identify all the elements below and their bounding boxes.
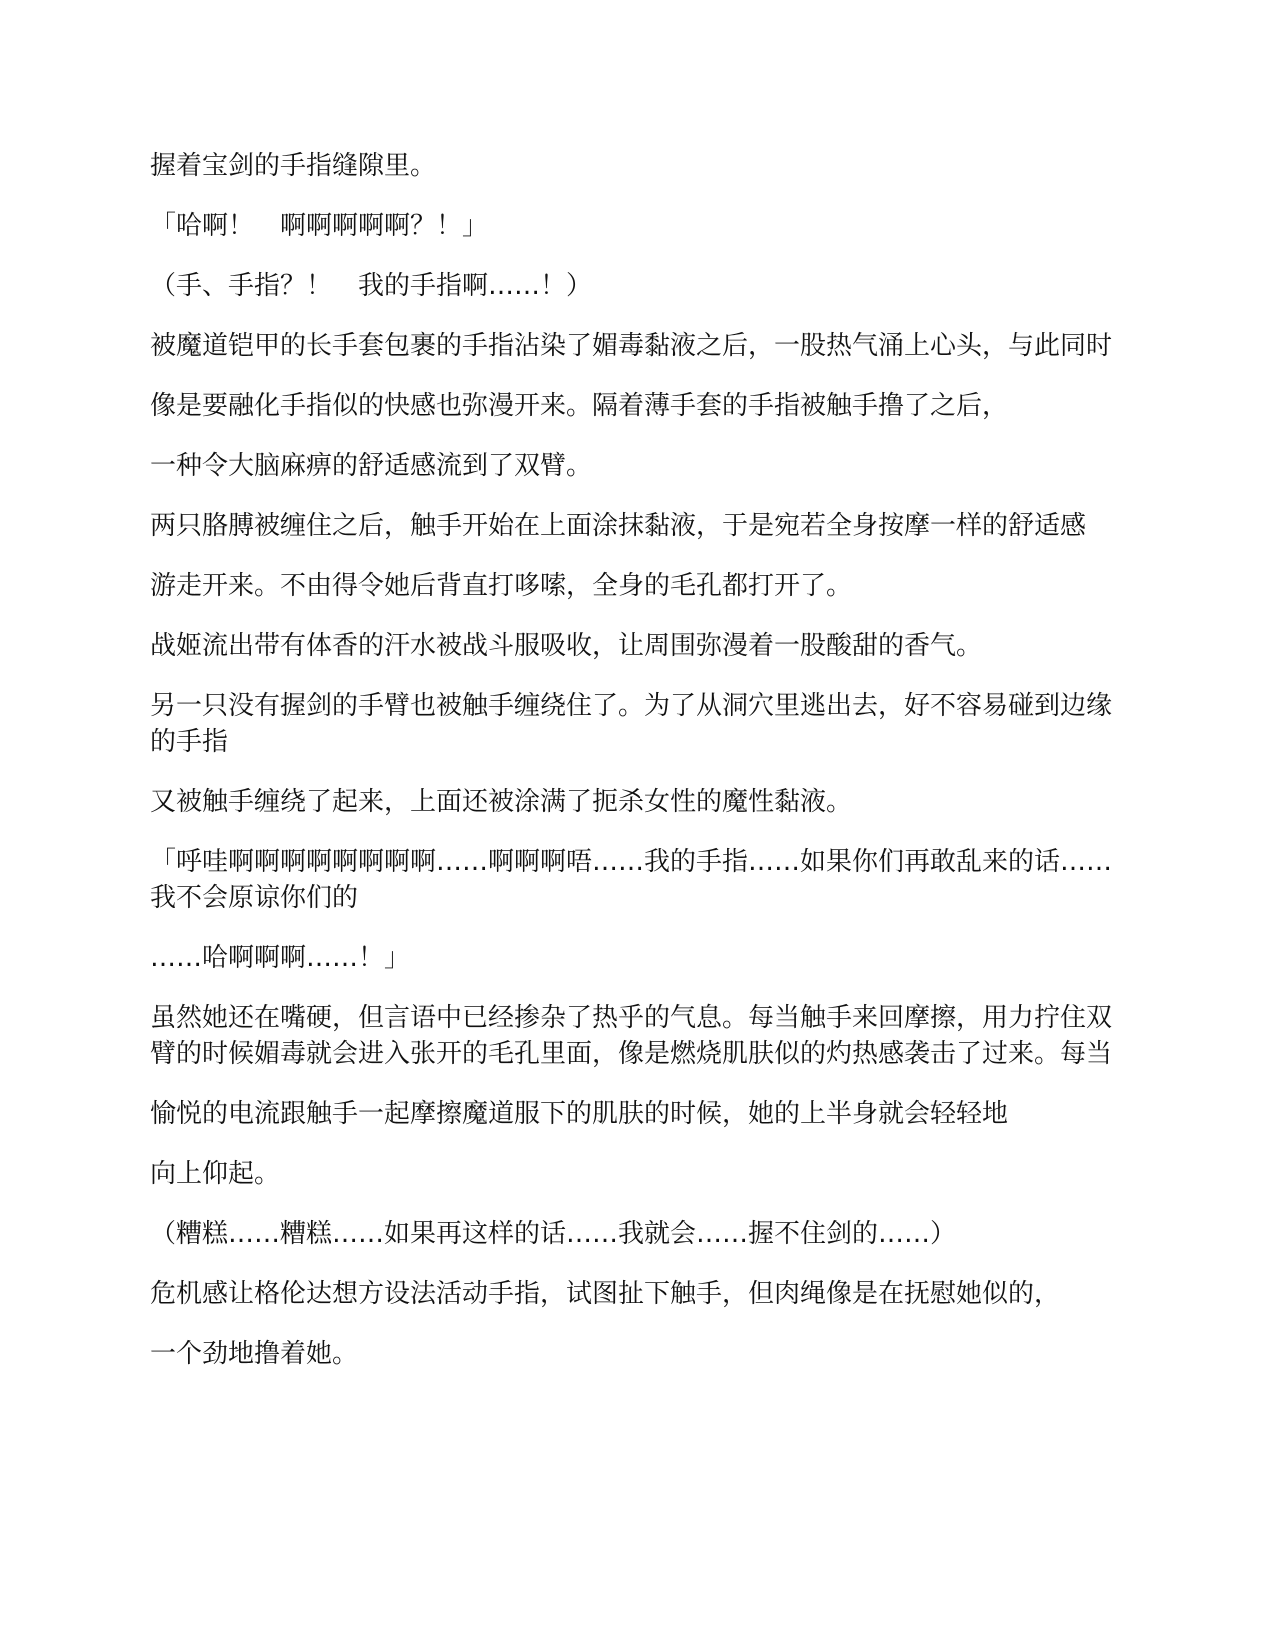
paragraph: 游走开来。不由得令她后背直打哆嗦，全身的毛孔都打开了。 xyxy=(150,571,853,601)
paragraph: 愉悦的电流跟触手一起摩擦魔道服下的肌肤的时候，她的上半身就会轻轻地 xyxy=(150,1099,1009,1129)
paragraph: 向上仰起。 xyxy=(150,1159,281,1189)
paragraph: 又被触手缠绕了起来，上面还被涂满了扼杀女性的魔性黏液。 xyxy=(150,787,853,817)
paragraph: 「呼哇啊啊啊啊啊啊啊啊……啊啊啊唔……我的手指……如果你们再敢乱来的话……我不会原谅你们的 xyxy=(150,847,1113,913)
paragraph: 一种令大脑麻痹的舒适感流到了双臂。 xyxy=(150,451,593,481)
paragraph: 战姬流出带有体香的汗水被战斗服吸收，让周围弥漫着一股酸甜的香气。 xyxy=(150,631,983,661)
paragraph: 被魔道铠甲的长手套包裹的手指沾染了媚毒黏液之后，一股热气涌上心头，与此同时 xyxy=(150,331,1113,361)
document-body xyxy=(150,148,1125,1396)
paragraph: 「哈啊！ 啊啊啊啊啊？！」 xyxy=(150,211,489,241)
paragraph: 危机感让格伦达想方设法活动手指，试图扯下触手，但肉绳像是在抚慰她似的， xyxy=(150,1279,1061,1309)
paragraph: （糟糕……糟糕……如果再这样的话……我就会……握不住剑的……） xyxy=(150,1219,957,1249)
paragraph: 另一只没有握剑的手臂也被触手缠绕住了。为了从洞穴里逃出去，好不容易碰到边缘的手指 xyxy=(150,691,1113,757)
paragraph: 一个劲地撸着她。 xyxy=(150,1339,359,1369)
paragraph: 虽然她还在嘴硬，但言语中已经掺杂了热乎的气息。每当触手来回摩擦，用力拧住双臂的时候媚毒就会进入张开的毛孔里面，像是燃烧肌肤似的灼热感袭击了过来。每当 xyxy=(150,1003,1113,1069)
paragraph: 像是要融化手指似的快感也弥漫开来。隔着薄手套的手指被触手撸了之后， xyxy=(150,391,1009,421)
paragraph: ……哈啊啊啊……！」 xyxy=(150,943,411,973)
paragraph: 两只胳膊被缠住之后，触手开始在上面涂抹黏液，于是宛若全身按摩一样的舒适感 xyxy=(150,511,1087,541)
paragraph: （手、手指？！ 我的手指啊……！） xyxy=(150,271,593,301)
paragraph: 握着宝剑的手指缝隙里。 xyxy=(150,151,437,181)
